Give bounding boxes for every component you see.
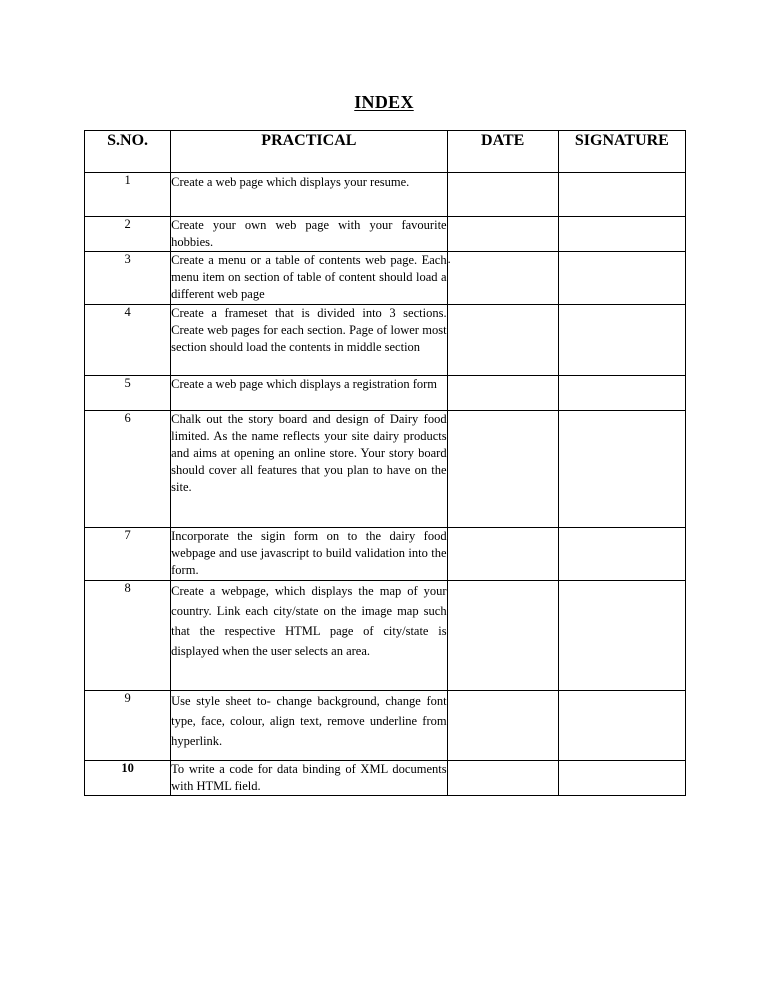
row-sno: 3 [85,252,171,305]
row-sno: 7 [85,528,171,581]
column-header-date: DATE [447,131,558,173]
row-signature [558,376,685,411]
row-date [447,173,558,217]
row-practical: Create your own web page with your favourite hobbies. [171,217,447,252]
row-sno: 2 [85,217,171,252]
row-date: . [447,252,558,305]
row-sno: 4 [85,305,171,376]
practicals-index-table [84,130,686,796]
row-practical: Create a menu or a table of contents web page. Each menu item on section of table of content should load a different web page [171,252,447,305]
page-title: INDEX [354,92,414,112]
row-date [447,761,558,796]
row-signature [558,252,685,305]
column-header-sno: S.NO. [85,131,171,173]
row-practical: Incorporate the sigin form on to the dairy food webpage and use javascript to build validation into the form. [171,528,447,581]
table-row [85,252,686,305]
table-row [85,411,686,528]
row-signature [558,217,685,252]
row-date [447,691,558,761]
table-row [85,761,686,796]
row-practical: Create a webpage, which displays the map of your country. Link each city/state on the image map such that the respective HTML page of city/state is displayed when the user selects an area. [171,581,447,691]
row-signature [558,691,685,761]
table-row [85,581,686,691]
row-sno: 1 [85,173,171,217]
row-signature [558,528,685,581]
row-sno: 10 [85,761,171,796]
table-header-row [85,131,686,173]
row-signature [558,411,685,528]
row-sno: 8 [85,581,171,691]
row-date [447,305,558,376]
column-header-practical: PRACTICAL [171,131,447,173]
table-row [85,376,686,411]
row-practical: Chalk out the story board and design of Dairy food limited. As the name reflects your site dairy products and aims at opening an online store. Your story board should cover all features that you plan to have on the site. [171,411,447,528]
row-date [447,411,558,528]
row-practical: Create a web page which displays a registration form [171,376,447,411]
table-row [85,528,686,581]
row-date [447,217,558,252]
row-signature [558,761,685,796]
column-header-signature: SIGNATURE [558,131,685,173]
row-signature [558,173,685,217]
row-sno: 6 [85,411,171,528]
row-practical: Create a web page which displays your resume. [171,173,447,217]
row-signature [558,305,685,376]
row-practical: To write a code for data binding of XML documents with HTML field. [171,761,447,796]
row-sno: 9 [85,691,171,761]
row-date [447,528,558,581]
table-row [85,173,686,217]
row-date [447,581,558,691]
row-date [447,376,558,411]
table-row [85,691,686,761]
row-practical: Create a frameset that is divided into 3 sections. Create web pages for each section. Page of lower most section should load the contents in middle section [171,305,447,376]
row-practical: Use style sheet to- change background, change font type, face, colour, align text, remove underline from hyperlink. [171,691,447,761]
row-sno: 5 [85,376,171,411]
table-row [85,305,686,376]
row-signature [558,581,685,691]
table-row [85,217,686,252]
